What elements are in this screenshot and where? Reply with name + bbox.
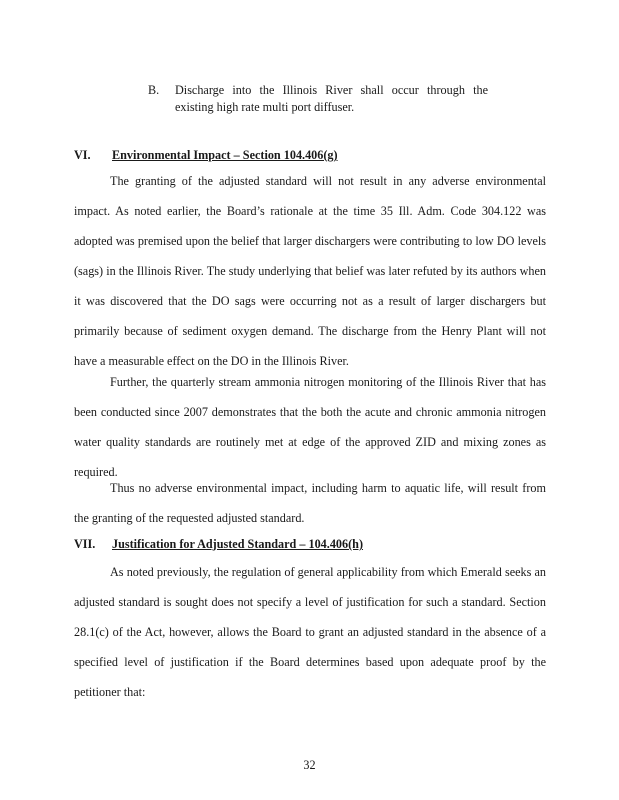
- list-item-b: [148, 82, 488, 116]
- section-title: Environmental Impact – Section 104.406(g): [112, 148, 338, 162]
- list-item-text: Discharge into the Illinois River shall occur through the existing high rate multi port diffuser.: [175, 83, 488, 114]
- paragraph: [74, 166, 546, 376]
- paragraph: [74, 557, 546, 707]
- paragraph-text: The granting of the adjusted standard will not result in any adverse environmental impact. As noted earlier, the Board’s rationale at the time 35 Ill. Adm. Code 304.122 was adopted was premised upon the belief that larger dischargers were contributing to low DO levels (sags) in the Illinois River. The study underlying that belief was later refuted by its authors when it was discovered that the DO sags were occurring not as a result of larger dischargers but primarily because of sediment oxygen demand. The discharge from the Henry Plant will not have a measurable effect on the DO in the Illinois River.: [74, 174, 546, 368]
- section-title: Justification for Adjusted Standard – 104.406(h): [112, 537, 363, 551]
- paragraph-text: Thus no adverse environmental impact, including harm to aquatic life, will result from the granting of the requested adjusted standard.: [74, 481, 546, 525]
- paragraph: [74, 473, 546, 533]
- section-number: VI.: [74, 148, 91, 162]
- list-item-label: B.: [148, 83, 160, 97]
- paragraph-text: As noted previously, the regulation of general applicability from which Emerald seeks an adjusted standard is sought does not specify a level of justification for such a standard. Section 28.1(c) of the Act, however, allows the Board to grant an adjusted standard in the absence of a specified level of justification if the Board determines based upon adequate proof by the petitioner that:: [74, 565, 546, 699]
- page-number: 32: [303, 758, 316, 772]
- section-number: VII.: [74, 537, 96, 551]
- paragraph-text: Further, the quarterly stream ammonia nitrogen monitoring of the Illinois River that has been conducted since 2007 demonstrates that the both the acute and chronic ammonia nitrogen water quality standards are routinely met at edge of the approved ZID and mixing zones as required.: [74, 375, 546, 479]
- paragraph: [74, 367, 546, 487]
